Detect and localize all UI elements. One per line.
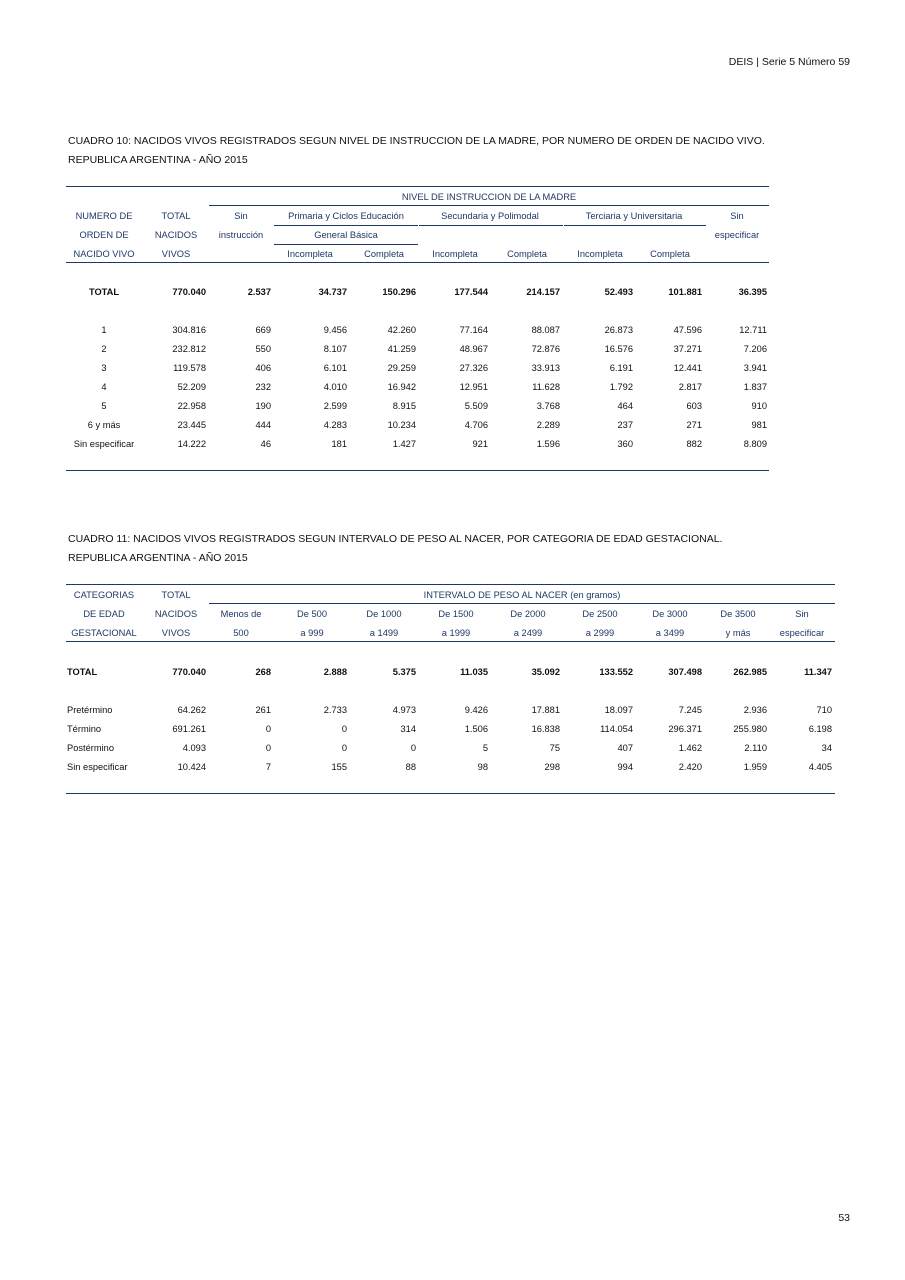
table-cell: 6.101 [323,363,347,373]
table-cell: 35.092 [531,667,560,677]
cuadro10-group-rule [209,205,769,206]
col-terciaria-rule [564,225,706,226]
table-cell: 46 [260,439,271,449]
table-cell: 11.628 [532,382,560,392]
table-cell: 304.816 [172,325,206,335]
table-cell: 307.498 [668,667,702,677]
interval-header: De 1000 [366,609,402,619]
col-total-line1: TOTAL [161,211,191,221]
table-row-label: Sin especificar [67,762,128,772]
table-cell: 268 [255,667,271,677]
interval-header: De 3000 [652,609,688,619]
table-cell: 98 [477,762,488,772]
table-cell: 6.198 [808,724,832,734]
table-cell: 64.262 [177,705,206,715]
col11-total-line2: NACIDOS [154,609,198,619]
table-cell: 101.881 [668,287,702,297]
table-cell: 0 [265,724,271,734]
table-cell: 14.222 [177,439,206,449]
table-cell: 255.980 [733,724,767,734]
table-cell: 271 [686,420,702,430]
table-cell: 232.812 [172,344,206,354]
interval-header: especificar [779,628,825,638]
table-cell: 360 [617,439,633,449]
table-cell: 119.578 [173,363,206,373]
running-header: DEIS | Serie 5 Número 59 [728,56,850,68]
table-cell: 464 [617,401,633,411]
table-cell: 669 [255,325,271,335]
col-total-line2: NACIDOS [154,230,198,240]
table-cell: 407 [617,743,633,753]
col11-total-line3: VIVOS [161,628,191,638]
table-row-label: 3 [101,363,107,373]
col-terciaria: Terciaria y Universitaria [585,211,683,221]
table-cell: 444 [255,420,271,430]
table-cell: 2.936 [743,705,767,715]
col-categorias-line1: CATEGORIAS [73,590,135,600]
col-total-line3: VIVOS [161,249,191,259]
col-primaria-line2: General Básica [314,230,378,240]
col-secundaria: Secundaria y Polimodal [441,211,539,221]
table-cell: 37.271 [673,344,702,354]
table-row-label: TOTAL [88,287,120,297]
table-cell: 5 [482,743,488,753]
table-cell: 5.509 [464,401,488,411]
col-categorias-line3: GESTACIONAL [71,628,137,638]
table-cell: 4.973 [392,705,416,715]
table-cell: 17.881 [531,705,560,715]
table-cell: 406 [255,363,271,373]
col-primaria-completa: Completa [364,249,404,259]
table-cell: 1.462 [678,743,702,753]
interval-header: a 1999 [441,628,471,638]
table-cell: 12.711 [739,325,767,335]
table-cell: 2.888 [323,667,347,677]
table-cell: 23.445 [177,420,206,430]
table-cell: 2.420 [678,762,702,772]
table-cell: 981 [751,420,767,430]
interval-header: a 999 [300,628,324,638]
col-categorias-line2: DE EDAD [83,609,125,619]
table-cell: 48.967 [459,344,488,354]
interval-header: Sin [795,609,809,619]
table-cell: 72.876 [531,344,560,354]
interval-header: y más [725,628,751,638]
table-cell: 77.164 [459,325,488,335]
table-cell: 0 [341,724,347,734]
table-cell: 16.942 [387,382,416,392]
table-cell: 261 [255,705,271,715]
table-cell: 2.537 [247,287,271,297]
interval-header: De 2500 [582,609,618,619]
table-cell: 52.209 [177,382,206,392]
table-cell: 237 [617,420,633,430]
table-cell: 190 [255,401,271,411]
col-secundaria-incompleta: Incompleta [432,249,478,259]
col-sin-esp-line2: especificar [714,230,760,240]
table-cell: 7 [265,762,271,772]
cuadro11-title-line2: REPUBLICA ARGENTINA - AÑO 2015 [68,552,248,564]
interval-header: 500 [233,628,249,638]
table-row-label: TOTAL [67,667,98,677]
cuadro10-title [68,132,765,170]
table-cell: 4.010 [323,382,347,392]
table-cell: 1.837 [743,382,767,392]
table-cell: 4.706 [464,420,488,430]
table-cell: 181 [331,439,347,449]
cuadro11-group-header: INTERVALO DE PESO AL NACER (en gramos) [423,590,621,600]
table-cell: 4.283 [323,420,347,430]
table-cell: 11.347 [804,667,832,677]
col-secundaria-rule [419,225,563,226]
cuadro11-top-rule [66,584,835,585]
table-cell: 34 [821,743,832,753]
table-cell: 8.915 [392,401,416,411]
table-cell: 910 [751,401,767,411]
table-cell: 0 [341,743,347,753]
table-cell: 2.733 [323,705,347,715]
interval-header: Menos de [220,609,262,619]
table-cell: 2.110 [744,743,767,753]
table-cell: 3.941 [743,363,767,373]
table-cell: 36.395 [738,287,767,297]
table-cell: 11.035 [460,667,488,677]
table-cell: 155 [331,762,347,772]
cuadro10-title-line2: REPUBLICA ARGENTINA - AÑO 2015 [68,154,248,166]
table-cell: 1.959 [743,762,767,772]
table-cell: 88.087 [531,325,560,335]
table-cell: 232 [255,382,271,392]
table-cell: 0 [265,743,271,753]
interval-header: a 2999 [585,628,615,638]
col-primaria-rule2 [274,244,418,245]
table-cell: 1.506 [464,724,488,734]
table-cell: 603 [686,401,702,411]
table-cell: 34.737 [318,287,347,297]
col-primaria-line1: Primaria y Ciclos Educación [288,211,404,221]
table-cell: 10.424 [177,762,206,772]
table-cell: 88 [405,762,416,772]
table-cell: 8.809 [743,439,767,449]
interval-header: De 2000 [510,609,546,619]
table-cell: 4.093 [182,743,206,753]
table-cell: 2.817 [678,382,702,392]
table-cell: 26.873 [604,325,633,335]
table-cell: 150.296 [382,287,416,297]
page-number: 53 [838,1212,850,1224]
table-cell: 16.576 [604,344,633,354]
table-cell: 18.097 [604,705,633,715]
interval-header: a 1499 [369,628,399,638]
table-cell: 27.326 [459,363,488,373]
table-cell: 2.599 [323,401,347,411]
table-cell: 75 [549,743,560,753]
table-cell: 710 [816,705,832,715]
col-sin-instr-line1: Sin [234,211,248,221]
cuadro10-top-rule [66,186,769,187]
table-cell: 47.596 [673,325,702,335]
col11-total-line1: TOTAL [161,590,191,600]
table-cell: 770.040 [172,667,206,677]
table-cell: 9.426 [464,705,488,715]
table-cell: 16.838 [531,724,560,734]
table-cell: 8.107 [323,344,347,354]
col-terciaria-completa: Completa [650,249,690,259]
table-cell: 1.792 [609,382,633,392]
cuadro11-header-rule [66,641,835,642]
table-cell: 7.245 [678,705,702,715]
col-primaria-rule [274,225,418,226]
interval-header: De 3500 [720,609,756,619]
col-sin-instr-line2: instrucción [218,230,264,240]
table-cell: 114.054 [600,724,633,734]
table-cell: 994 [617,762,633,772]
cuadro10-header-rule [66,262,769,263]
table-cell: 262.985 [733,667,767,677]
table-cell: 12.951 [459,382,488,392]
table-cell: 550 [255,344,271,354]
table-cell: 298 [544,762,560,772]
table-cell: 1.427 [392,439,416,449]
table-cell: 41.259 [387,344,416,354]
table-cell: 314 [400,724,416,734]
col-sin-esp-line1: Sin [730,211,744,221]
cuadro11-group-rule [209,603,835,604]
table-row-label: 4 [101,382,107,392]
col-primaria-incompleta: Incompleta [287,249,333,259]
cuadro11-title [68,530,722,568]
table-cell: 9.456 [323,325,347,335]
table-cell: 42.260 [387,325,416,335]
cuadro10-title-line1: CUADRO 10: NACIDOS VIVOS REGISTRADOS SEGUN NIVEL DE INSTRUCCION DE LA MADRE, POR NUMERO DE ORDEN DE NACIDO VIVO. [68,135,765,147]
table-row-label: Término [67,724,102,734]
cuadro10-group-header: NIVEL DE INSTRUCCION DE LA MADRE [401,192,577,202]
col-numero-line2: ORDEN DE [79,230,129,240]
table-cell: 10.234 [387,420,416,430]
table-row-label: 6 y más [87,420,121,430]
interval-header: De 1500 [438,609,474,619]
col-numero-line3: NACIDO VIVO [73,249,135,259]
cuadro10-bottom-rule [66,470,769,471]
table-cell: 4.405 [808,762,832,772]
table-cell: 1.596 [536,439,560,449]
table-cell: 177.544 [454,287,488,297]
table-cell: 691.261 [172,724,206,734]
table-row-label: 1 [101,325,107,335]
col-secundaria-completa: Completa [507,249,547,259]
col-numero-line1: NUMERO DE [75,211,133,221]
table-cell: 770.040 [172,287,206,297]
table-cell: 12.441 [673,363,702,373]
cuadro11-bottom-rule [66,793,835,794]
table-row-label: Postérmino [67,743,115,753]
table-cell: 882 [686,439,702,449]
table-cell: 5.375 [392,667,416,677]
col-terciaria-incompleta: Incompleta [577,249,623,259]
interval-header: De 500 [297,609,327,619]
interval-header: a 2499 [513,628,543,638]
table-cell: 52.493 [604,287,633,297]
table-cell: 22.958 [177,401,206,411]
table-cell: 33.913 [531,363,560,373]
table-row-label: Pretérmino [67,705,113,715]
table-cell: 921 [472,439,488,449]
table-cell: 296.371 [668,724,702,734]
table-cell: 6.191 [609,363,633,373]
table-cell: 3.768 [536,401,560,411]
table-cell: 7.206 [743,344,767,354]
table-row-label: 2 [101,344,107,354]
table-cell: 2.289 [536,420,560,430]
cuadro11-title-line1: CUADRO 11: NACIDOS VIVOS REGISTRADOS SEGUN INTERVALO DE PESO AL NACER, POR CATEGORIA DE EDAD GESTACIONAL. [68,533,723,545]
interval-header: a 3499 [655,628,685,638]
table-cell: 214.157 [526,287,560,297]
table-cell: 0 [410,743,416,753]
table-row-label: 5 [101,401,107,411]
table-cell: 133.552 [599,667,633,677]
table-row-label: Sin especificar [73,439,135,449]
table-cell: 29.259 [387,363,416,373]
